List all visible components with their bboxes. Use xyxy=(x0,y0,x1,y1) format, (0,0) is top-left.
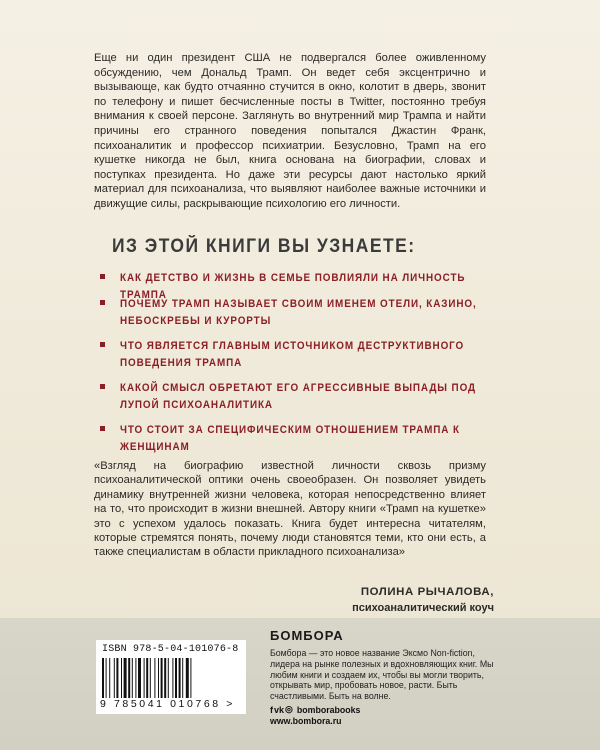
barcode-bar xyxy=(121,658,122,698)
learn-item-text: ЧТО ЯВЛЯЕТСЯ ГЛАВНЫМ ИСТОЧНИКОМ ДЕСТРУКТИВНОГО ПОВЕДЕНИЯ ТРАМПА xyxy=(120,340,465,369)
vk-icon: vk xyxy=(274,704,285,715)
barcode-bar xyxy=(161,658,163,698)
barcode-bar xyxy=(172,658,173,698)
barcode-bar xyxy=(114,658,115,698)
bullet-icon xyxy=(100,426,105,431)
barcode-bar xyxy=(109,658,110,698)
barcode-bar xyxy=(154,658,155,698)
learn-item-text: ЧТО СТОИТ ЗА СПЕЦИФИЧЕСКИМ ОТНОШЕНИЕМ ТРАМПА К ЖЕНЩИНАМ xyxy=(120,424,460,453)
barcode-bar xyxy=(116,658,118,698)
barcode-number: 9 785041 010768 > xyxy=(100,698,235,710)
bullet-icon xyxy=(100,384,105,389)
review-quote: «Взгляд на биографию известной личности сквозь призму психоаналитической оптики очень своеобразен. Он позволяет увидеть динамику внутренней жизни человека, которая непосредственно влияет на то, что происходит в жизни внешней. Автору книги «Трамп на кушетке» это с успехом удалось показать. Книга будет интересна читателям, которые стремятся понять, почему люди становятся теми, кто они есть, а также специалистам в области прикладного психоанализа» xyxy=(94,460,486,559)
barcode-bar xyxy=(106,658,107,698)
barcode-bar xyxy=(146,658,148,698)
learn-item-text: ПОЧЕМУ ТРАМП НАЗЫВАЕТ СВОИМ ИМЕНЕМ ОТЕЛИ, КАЗИНО, НЕБОСКРЕБЫ И КУРОРТЫ xyxy=(120,298,477,327)
social-row xyxy=(270,704,360,715)
social-handle: bomborabooks xyxy=(296,704,361,715)
learn-item-text: КАК ДЕТСТВО И ЖИЗНЬ В СЕМЬЕ ПОВЛИЯЛИ НА ЛИЧНОСТЬ ТРАМПА xyxy=(120,272,466,301)
barcode-bar xyxy=(168,658,169,698)
instagram-icon: ◎ xyxy=(285,704,293,714)
barcode-bar xyxy=(179,658,181,698)
barcode-bar xyxy=(124,658,127,698)
barcode-bar xyxy=(132,658,133,698)
website: www.bombora.ru xyxy=(270,716,342,726)
bullet-icon xyxy=(100,300,105,305)
barcode-bar xyxy=(150,658,151,698)
quote-author-role: психоаналитический коуч xyxy=(352,602,494,614)
barcode-bar xyxy=(190,658,191,698)
bullet-icon xyxy=(100,342,105,347)
publisher-block xyxy=(270,628,506,726)
facebook-icon: f xyxy=(270,704,273,715)
learn-heading: ИЗ ЭТОЙ КНИГИ ВЫ УЗНАЕТЕ: xyxy=(112,236,416,257)
intro-paragraph: Еще ни один президент США не подвергался более оживленному обсуждению, чем Дональд Трамп. Он ведет себя эксцентрично и вызывающе, как будто отчаянно стучится в окно, колотит в дверь, звонит по телефону и пишет бесчисленные посты в Twitter, постоянно требуя внимания к своей персоне. Заглянуть во внутренний мир Трампа и найти причины его странного поведения попытался Джастин Франк, психоаналитик и профессор психиатрии. Безусловно, Трамп на его кушетке никогда не был, книга основана на биографии, словах и поступках президента. Но даже эти ресурсы дают настолько яркий материал для психоанализа, что выявляют наиболее важные источники и движущие силы, раскрывающие психологию его личности. xyxy=(94,52,486,210)
barcode xyxy=(96,640,246,714)
barcode-bar xyxy=(144,658,145,698)
isbn: ISBN 978-5-04-101076-8 xyxy=(102,644,239,655)
bullet-icon xyxy=(100,274,105,279)
barcode-bar xyxy=(182,658,183,698)
barcode-bar xyxy=(164,658,166,698)
quote-author-name: ПОЛИНА РЫЧАЛОВА, xyxy=(360,586,494,598)
barcode-bar xyxy=(158,658,159,698)
barcode-bars xyxy=(102,658,240,698)
barcode-bar xyxy=(135,658,136,698)
barcode-bar xyxy=(175,658,177,698)
barcode-bar xyxy=(128,658,130,698)
barcode-bar xyxy=(138,658,141,698)
barcode-bar xyxy=(186,658,189,698)
learn-item-text: КАКОЙ СМЫСЛ ОБРЕТАЮТ ЕГО АГРЕССИВНЫЕ ВЫПАДЫ ПОД ЛУПОЙ ПСИХОАНАЛИТИКА xyxy=(120,382,476,411)
publisher-description: Бомбора — это новое название Эксмо Non-fiction, лидера на рынке полезных и вдохновляющих книг. Мы любим книги и создаем их, чтобы вы могли творить, открывать мир, пробовать новое, расти. Быть счастливыми. Быть на волне. xyxy=(270,648,494,702)
publisher-name: БОМБОРА xyxy=(270,628,344,643)
barcode-bar xyxy=(102,658,104,698)
